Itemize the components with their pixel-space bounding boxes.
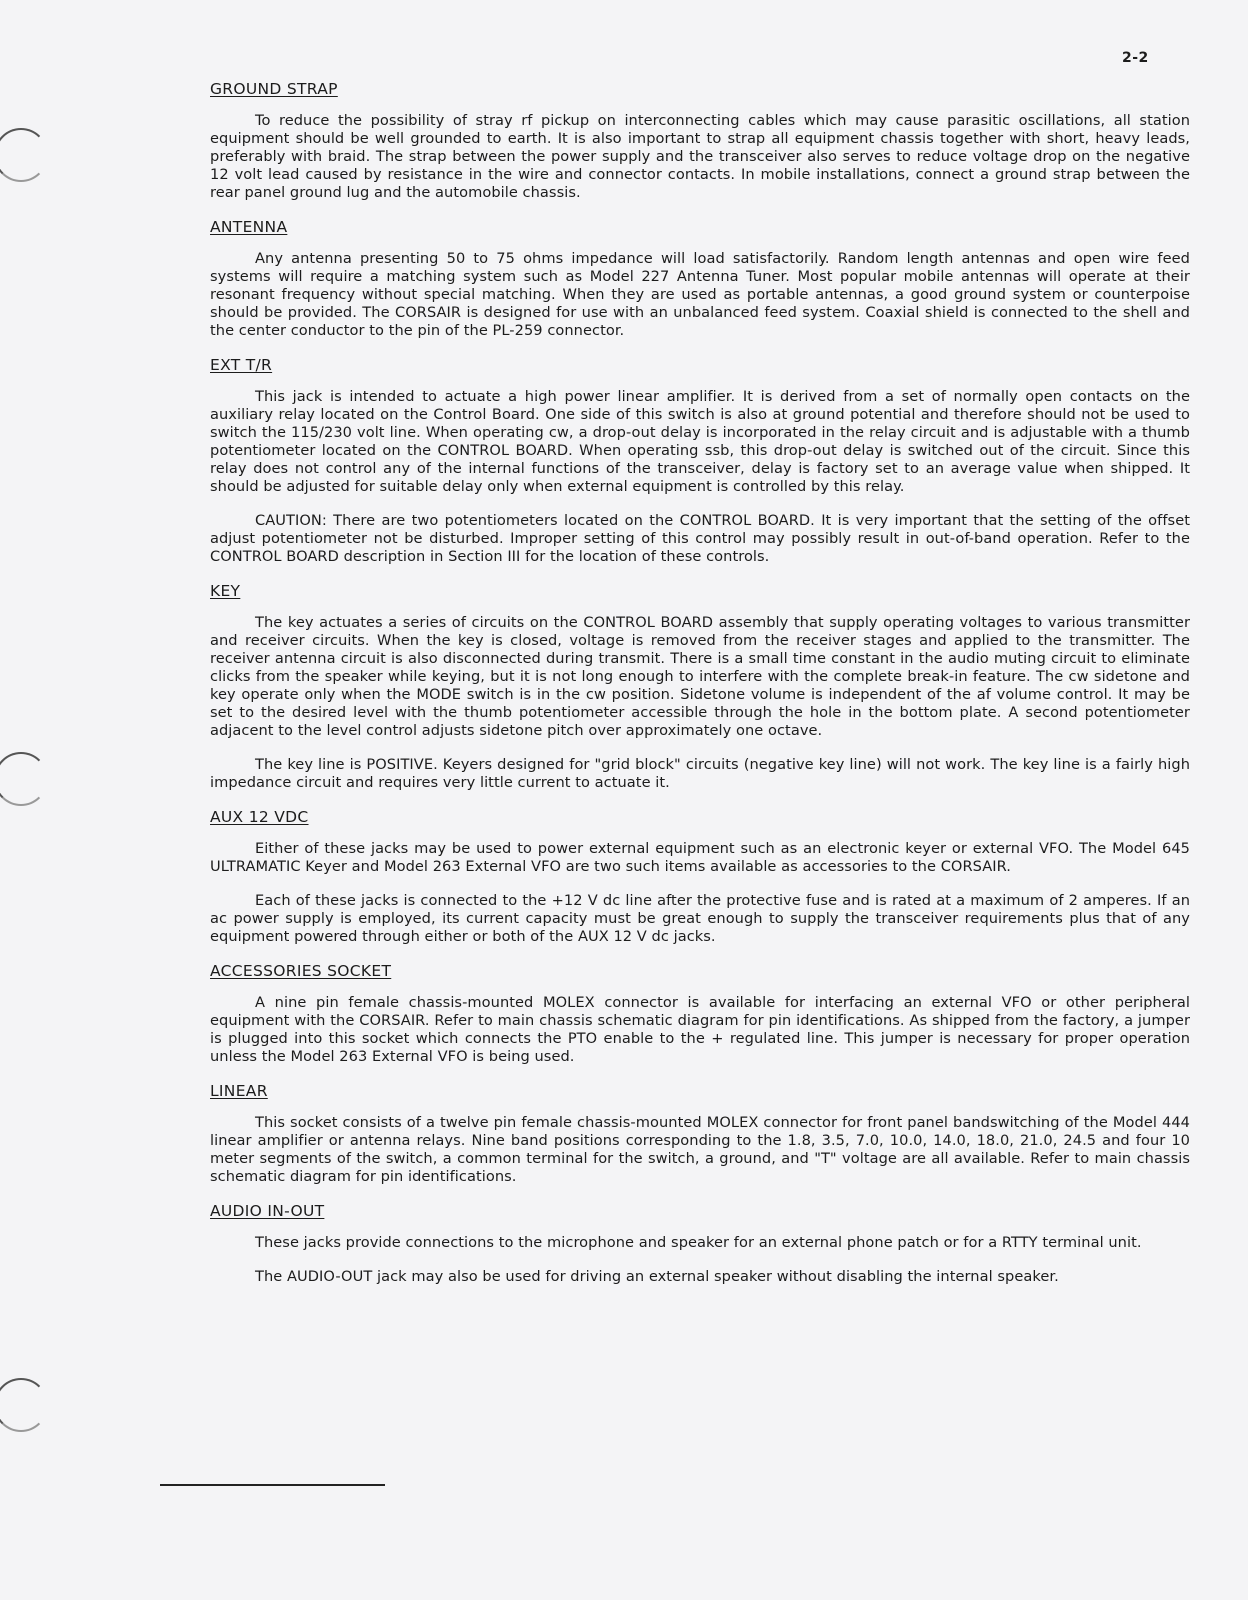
paragraph: The key actuates a series of circuits on the CONTROL BOARD assembly that supply operating voltages to various transmitter and receiver circuits. When the key is closed, voltage is removed from the receiver stages and applied to the transmitter. The receiver antenna circuit is also disconnected during transmit. There is a small time constant in the audio muting circuit to eliminate clicks from the speaker while keying, but it is not long enough to interfere with the complete break-in feature. The cw sidetone and key operate only when the MODE switch is in the cw position. Sidetone volume is independent of the af volume control. It may be set to the desired level with the thumb potentiometer accessible through the hole in the bottom plate. A second potentiometer adjacent to the level control adjusts sidetone pitch over approximately one octave. <box>210 614 1190 739</box>
paragraph: To reduce the possibility of stray rf pickup on interconnecting cables which may cause parasitic oscillations, all station equipment should be well grounded to earth. It is also important to strap all equipment chassis together with short, heavy leads, preferably with braid. The strap between the power supply and the transceiver also serves to reduce voltage drop on the negative 12 volt lead caused by resistance in the wire and connector contacts. In mobile installations, connect a ground strap between the rear panel ground lug and the automobile chassis. <box>210 112 1190 201</box>
paragraph: This jack is intended to actuate a high power linear amplifier. It is derived from a set of normally open contacts on the auxiliary relay located on the Control Board. One side of this switch is also at ground potential and therefore should not be used to switch the 115/230 volt line. When operating cw, a drop-out delay is incorporated in the relay circuit and is adjustable with a thumb potentiometer located on the CONTROL BOARD. When operating ssb, this drop-out delay is switched out of the circuit. Since this relay does not control any of the internal functions of the transceiver, delay is factory set to an average value when shipped. It should be adjusted for suitable delay only when external equipment is controlled by this relay. <box>210 388 1190 495</box>
paragraph: The key line is POSITIVE. Keyers designed for "grid block" circuits (negative key line) will not work. The key line is a fairly high impedance circuit and requires very little current to actuate it. <box>210 756 1190 791</box>
paragraph: Each of these jacks is connected to the +12 V dc line after the protective fuse and is rated at a maximum of 2 amperes. If an ac power supply is employed, its current capacity must be great enough to supply the transceiver requirements plus that of any equipment powered through either or both of the AUX 12 V dc jacks. <box>210 892 1190 945</box>
paragraph: A nine pin female chassis-mounted MOLEX connector is available for interfacing an external VFO or other peripheral equipment with the CORSAIR. Refer to main chassis schematic diagram for pin identifications. As shipped from the factory, a jumper is plugged into this socket which connects the PTO enable to the + regulated line. This jumper is necessary for proper operation unless the Model 263 External VFO is being used. <box>210 994 1190 1065</box>
section-heading: ANTENNA <box>210 218 288 236</box>
binder-hole-top <box>0 128 48 182</box>
section-ext-tr <box>210 356 1190 566</box>
section-heading: EXT T/R <box>210 356 273 374</box>
section-heading: LINEAR <box>210 1082 268 1100</box>
section-ground-strap <box>210 80 1190 202</box>
paragraph: These jacks provide connections to the microphone and speaker for an external phone patch or for a RTTY terminal unit. <box>255 1234 1142 1251</box>
section-heading: AUX 12 VDC <box>210 808 309 826</box>
paragraph: Any antenna presenting 50 to 75 ohms impedance will load satisfactorily. Random length antennas and open wire feed systems will require a matching system such as Model 227 Antenna Tuner. Most popular mobile antennas will operate at their resonant frequency without special matching. When they are used as portable antennas, a good ground system or counterpoise should be provided. The CORSAIR is designed for use with an unbalanced feed system. Coaxial shield is connected to the shell and the center conductor to the pin of the PL-259 connector. <box>210 250 1190 339</box>
section-heading: ACCESSORIES SOCKET <box>210 962 392 980</box>
paragraph: Either of these jacks may be used to power external equipment such as an electronic keyer or external VFO. The Model 645 ULTRAMATIC Keyer and Model 263 External VFO are two such items available as accessories to the CORSAIR. <box>210 840 1190 875</box>
caution-paragraph: CAUTION: There are two potentiometers located on the CONTROL BOARD. It is very important that the setting of the offset adjust potentiometer not be disturbed. Improper setting of this control may possibly result in out-of-band operation. Refer to the CONTROL BOARD description in Section III for the location of these controls. <box>210 512 1190 565</box>
section-aux-12-vdc <box>210 808 1190 946</box>
section-heading: AUDIO IN-OUT <box>210 1202 325 1220</box>
section-key <box>210 582 1190 792</box>
footer-rule <box>160 1484 385 1486</box>
section-heading: GROUND STRAP <box>210 80 338 98</box>
section-antenna <box>210 218 1190 340</box>
section-accessories-socket <box>210 962 1190 1066</box>
paragraph: This socket consists of a twelve pin female chassis-mounted MOLEX connector for front panel bandswitching of the Model 444 linear amplifier or antenna relays. Nine band positions corresponding to the 1.8, 3.5, 7.0, 10.0, 14.0, 18.0, 21.0, 24.5 and four 10 meter segments of the switch, a common terminal for the switch, a ground, and "T" voltage are all available. Refer to main chassis schematic diagram for pin identifications. <box>210 1114 1190 1185</box>
binder-hole-middle <box>0 752 48 806</box>
page-number: 2-2 <box>1122 50 1149 66</box>
paragraph: The AUDIO-OUT jack may also be used for driving an external speaker without disabling the internal speaker. <box>255 1268 1059 1285</box>
section-heading: KEY <box>210 582 241 600</box>
section-linear <box>210 1082 1190 1186</box>
section-audio-in-out <box>210 1202 1190 1286</box>
binder-hole-bottom <box>0 1378 48 1432</box>
document-body <box>210 80 1190 1302</box>
